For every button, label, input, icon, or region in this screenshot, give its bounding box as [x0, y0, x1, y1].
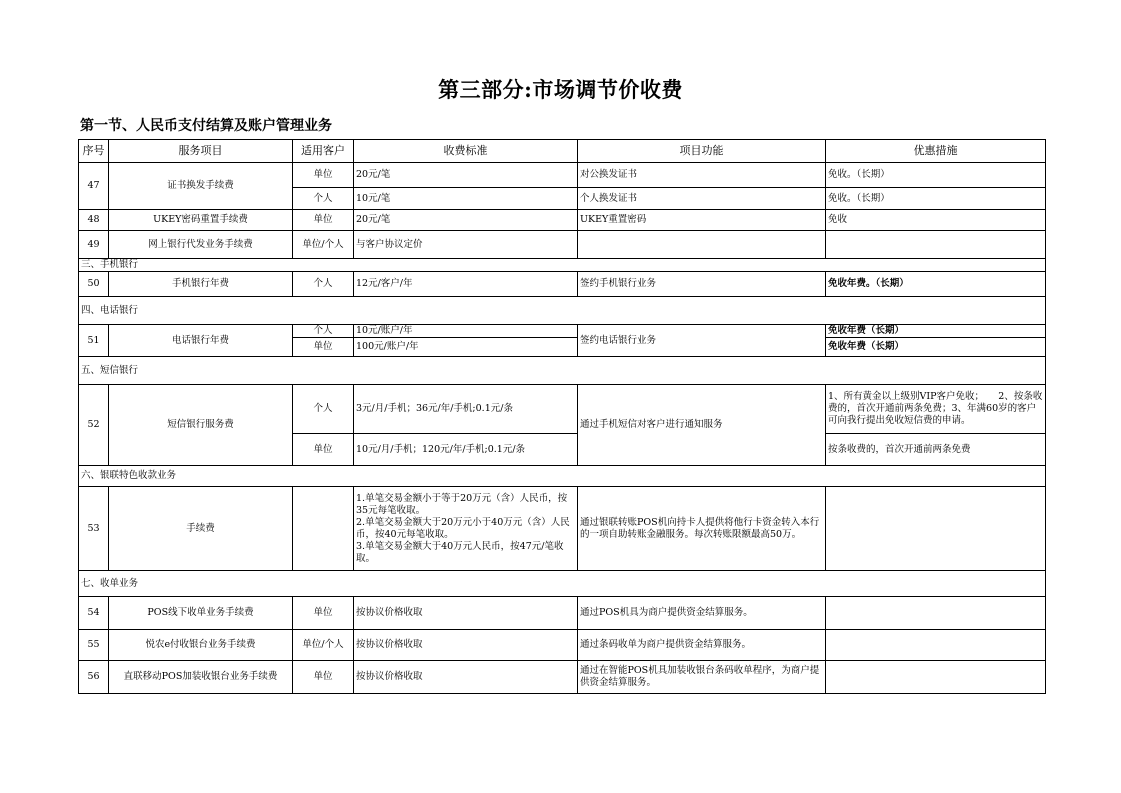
- row-discount: [826, 597, 1046, 630]
- row-discount: 免收年费。（长期）: [826, 272, 1046, 297]
- row-no: 49: [79, 231, 109, 259]
- header-client: 适用客户: [293, 140, 354, 163]
- row-discount: 免收年费（长期）: [826, 325, 1046, 338]
- table-row: [79, 661, 1046, 694]
- row-item: 悦农e付收银台业务手续费: [109, 630, 293, 661]
- row-client: 个人: [293, 188, 354, 210]
- table-row: [79, 231, 1046, 259]
- section-row: [79, 297, 1046, 325]
- row-fee: 10元/月/手机；120元/年/手机;0.1元/条: [354, 434, 578, 466]
- row-fee: 20元/笔: [354, 163, 578, 188]
- row-discount: [826, 661, 1046, 694]
- row-client: [293, 487, 354, 571]
- section-sms-banking: 五、短信银行: [79, 357, 1046, 385]
- section-phone-banking: 四、电话银行: [79, 297, 1046, 325]
- row-fee: 10元/笔: [354, 188, 578, 210]
- row-client: 单位: [293, 338, 354, 357]
- row-item: 证书换发手续费: [109, 163, 293, 210]
- row-item: 手机银行年费: [109, 272, 293, 297]
- page-title: 第三部分:市场调节价收费: [438, 77, 683, 102]
- table-row: [79, 210, 1046, 231]
- table-row: [79, 325, 1046, 338]
- row-client: 单位: [293, 163, 354, 188]
- row-function: [578, 231, 826, 259]
- row-client: 个人: [293, 385, 354, 434]
- row-client: 单位: [293, 661, 354, 694]
- row-item: 电话银行年费: [109, 325, 293, 357]
- header-no: 序号: [79, 140, 109, 163]
- row-client: 单位: [293, 597, 354, 630]
- table-row: [79, 163, 1046, 188]
- section-row: [79, 571, 1046, 597]
- row-client: 个人: [293, 272, 354, 297]
- section-mobile-banking: 三、手机银行: [79, 259, 1046, 272]
- row-function: UKEY重置密码: [578, 210, 826, 231]
- row-fee: 与客户协议定价: [354, 231, 578, 259]
- row-client: 个人: [293, 325, 354, 338]
- row-no: 51: [79, 325, 109, 357]
- row-discount: 免收年费（长期）: [826, 338, 1046, 357]
- row-function: 通过在智能POS机具加装收银台条码收单程序，为商户提供资金结算服务。: [578, 661, 826, 694]
- row-function: 通过POS机具为商户提供资金结算服务。: [578, 597, 826, 630]
- row-function: 对公换发证书: [578, 163, 826, 188]
- row-item: 直联移动POS加装收银台业务手续费: [109, 661, 293, 694]
- section-row: [79, 466, 1046, 487]
- row-fee: 按协议价格收取: [354, 661, 578, 694]
- header-function: 项目功能: [578, 140, 826, 163]
- row-fee: 12元/客户/年: [354, 272, 578, 297]
- table-row: [79, 487, 1046, 571]
- row-client: 单位: [293, 210, 354, 231]
- row-function: 通过条码收单为商户提供资金结算服务。: [578, 630, 826, 661]
- table-row: [79, 597, 1046, 630]
- row-fee: 100元/账户/年: [354, 338, 578, 357]
- row-item: UKEY密码重置手续费: [109, 210, 293, 231]
- row-fee: 按协议价格收取: [354, 630, 578, 661]
- row-no: 50: [79, 272, 109, 297]
- row-fee: 10元/账户/年: [354, 325, 578, 338]
- row-discount: 免收: [826, 210, 1046, 231]
- table-row: [79, 272, 1046, 297]
- section-unionpay-collection: 六、银联特色收款业务: [79, 466, 1046, 487]
- row-client: 单位/个人: [293, 231, 354, 259]
- table-row: [79, 385, 1046, 434]
- section-row: [79, 357, 1046, 385]
- row-item: 网上银行代发业务手续费: [109, 231, 293, 259]
- table-row: [79, 630, 1046, 661]
- row-fee: 1.单笔交易金额小于等于20万元（含）人民币，按35元每笔收取。 2.单笔交易金额大于20万元小于40万元（含）人民币，按40元每笔收取。 3.单笔交易金额大于40万元人民币，按47元/笔收取。: [354, 487, 578, 571]
- row-item: 手续费: [109, 487, 293, 571]
- row-no: 54: [79, 597, 109, 630]
- row-discount: [826, 630, 1046, 661]
- row-fee: 按协议价格收取: [354, 597, 578, 630]
- row-function: 通过银联转账POS机向持卡人提供将他行卡资金转入本行的一项自助转账金融服务。每次转账限额最高50万。: [578, 487, 826, 571]
- row-discount: [826, 487, 1046, 571]
- row-discount: [826, 231, 1046, 259]
- section-row: [79, 259, 1046, 272]
- row-item: POS线下收单业务手续费: [109, 597, 293, 630]
- row-discount: 免收。（长期）: [826, 163, 1046, 188]
- header-discount: 优惠措施: [826, 140, 1046, 163]
- section-subtitle: 第一节、人民币支付结算及账户管理业务: [80, 118, 332, 134]
- row-fee: 3元/月/手机；36元/年/手机;0.1元/条: [354, 385, 578, 434]
- row-client: 单位/个人: [293, 630, 354, 661]
- table-header-row: [79, 140, 1046, 163]
- row-function: 签约电话银行业务: [578, 325, 826, 357]
- row-no: 52: [79, 385, 109, 466]
- row-fee: 20元/笔: [354, 210, 578, 231]
- header-item: 服务项目: [109, 140, 293, 163]
- row-client: 单位: [293, 434, 354, 466]
- row-discount: 1、所有黄金以上级别VIP客户免收； 2、按条收费的，首次开通前两条免费；3、年满60岁的客户可向我行提出免收短信费的申请。: [826, 385, 1046, 434]
- row-function: 签约手机银行业务: [578, 272, 826, 297]
- row-no: 56: [79, 661, 109, 694]
- row-no: 47: [79, 163, 109, 210]
- row-function: 个人换发证书: [578, 188, 826, 210]
- section-acquiring: 七、收单业务: [79, 571, 1046, 597]
- row-discount: 按条收费的，首次开通前两条免费: [826, 434, 1046, 466]
- row-item: 短信银行服务费: [109, 385, 293, 466]
- row-function: 通过手机短信对客户进行通知服务: [578, 385, 826, 466]
- row-no: 53: [79, 487, 109, 571]
- row-no: 55: [79, 630, 109, 661]
- row-discount: 免收。（长期）: [826, 188, 1046, 210]
- fee-table: [78, 139, 1046, 694]
- row-no: 48: [79, 210, 109, 231]
- header-fee: 收费标准: [354, 140, 578, 163]
